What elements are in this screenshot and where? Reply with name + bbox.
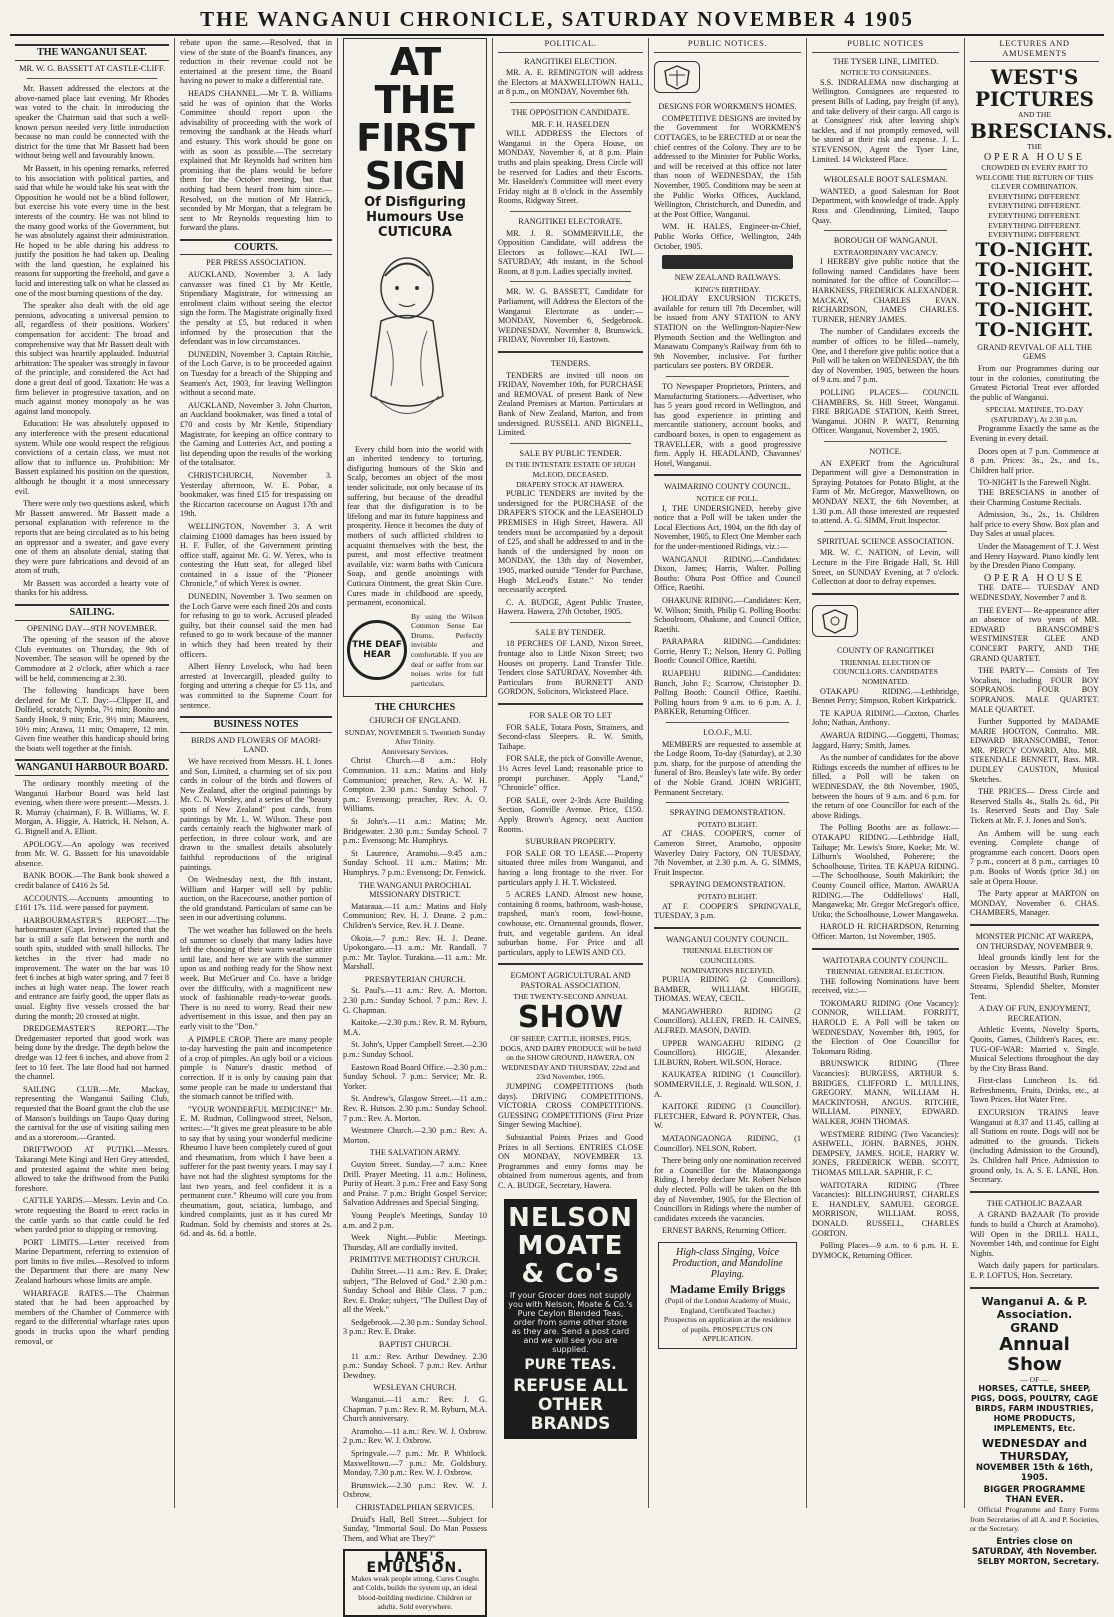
heading-spiritual-science: SPIRITUAL SCIENCE ASSOCIATION. (817, 536, 954, 546)
ap-schedule: Official Programme and Entry Forms from Secretaries of all A. and P. Societies, or the Secretary. (970, 1505, 1099, 1534)
heading-borough-of-wanganui: BOROUGH OF WANGANUI. (833, 236, 938, 246)
ap-bigger: BIGGER PROGRAMME THAN EVER. (983, 1485, 1086, 1506)
notice-to-consignees: NOTICE TO CONSIGNEES. (840, 68, 931, 78)
heading-spraying-demo: SPRAYING DEMONSTRATION. (669, 808, 786, 818)
nomination-list: BRUNSWICK RIDING (Three Vacancies): BURGESS, ARTHUR S. BRIDGES, CLIFFORD L. MULLINS, GREGORY. MANN, WILLIAM H. MACKINTOSH, ANGUS. RITCHIE, WILLIAM. PINNEY, EDWARD. WALKER, JOHN THOMAS. (812, 1059, 959, 1126)
catholic-bazaar: THE CATHOLIC BAZAAR (986, 1198, 1083, 1208)
notice-text: HOLIDAY EXCURSION TICKETS, available for return till 7th December, will be issued from ANY STATION to ANY STATION on the Wellington-Napier-New Plymouth Section and the Wellington and Manawatu Company's Railway from 6th to 9th November, inclusive. For further particulars see posters. BY ORDER. (654, 294, 801, 371)
divider (510, 443, 631, 444)
heading-waimarino-council: WAIMARINO COUNTY COUNCIL. (664, 482, 791, 492)
heading-sale-by-tender-2: SALE BY TENDER. (535, 627, 606, 637)
deaf-hear-ad (347, 612, 483, 689)
classified-ad: FOR SALE, over 2-3rds Acre Building Section, Gonville Avenue. Price, £150. Apply Brown's Agency, next Auction Rooms. (498, 795, 643, 834)
column-header-public-notices: PUBLIC NOTICES. (654, 38, 801, 53)
subheadline-opening-day: OPENING DAY—9TH NOVEMBER. (27, 623, 157, 633)
egmont-association: EGMONT AGRICULTURAL AND PASTORAL ASSOCIATION. (510, 971, 631, 990)
service-listing: St John's.—11 a.m.: Matins; Mr. Bridgewater. 2.30 p.m.: Sunday School. 7 p.m.: Evensong; Mr. Humphrys. (343, 816, 487, 846)
tonight-banner: TO-NIGHT. (975, 238, 1094, 261)
service-listing: Eastown Road Board Office.—2.30 p.m.: Sunday School. 7 p.m.: Service; Mr. R. Yorker. (343, 1062, 487, 1091)
notice-signature: Polling Places—9 a.m. to 6 p.m. H. E. DYMOCK, Returning Officer. (812, 1241, 959, 1260)
service-listing: Aramoho.—11 a.m.: Rev. W. J. Oxbrow. 2 p.m.: Rev. W. J. Oxbrow. (343, 1426, 487, 1446)
headline-churches: THE CHURCHES (374, 702, 456, 714)
column-header-public-notices-2: PUBLIC NOTICES (812, 38, 959, 53)
nomination-list: UPPER WANGAEHU RIDING (2 Councillors). HIGGIE, Alexander. LILBURN, Robert. WILSON, Horace. (654, 1038, 801, 1067)
article-paragraph: DREDGEMASTER'S REPORT.—The Dredgemaster reported that good work was being done by the dredge. The depth below the dredge was 12 feet 6 inches, and above from 2 feet to 10 feet. The late flood had not harmed the channel. (15, 1024, 169, 1082)
divider (666, 802, 789, 803)
column-7 (964, 38, 1113, 1566)
heading-wanganui-county-council: WANGANUI COUNTY COUNCIL. (666, 934, 789, 944)
notice-text: WILL ADDRESS the Electors of Wanganui in the Opera House, on MONDAY, November 6, at 8 p.m. Plain truths and plain speaking. Dress Circle will be reserved for Ladies and their Escorts. Mr. Haselden's Committee will meet every Friday night at 8 o'clock in the Assembly Rooms, Ridgway Street. (498, 129, 643, 206)
divider (812, 593, 959, 595)
special-matinee: SPECIAL MATINEE, TO-DAY (SATURDAY), At 2.30 p.m. (985, 405, 1084, 424)
programme-text: From our Programmes during our tour in the colonies, constituting the Greatest Pictorial Treat ever afforded the public of Wanganui. (970, 363, 1099, 402)
notice-text: AT F. COOPER'S SPRINGVALE, TUESDAY, 3 p.m. (654, 901, 801, 921)
everything-different: EVERYTHING DIFFERENT. (988, 230, 1081, 240)
nomination-list: TOKOMARU RIDING (One Vacancy): CONNOR, WILLIAM. FORRITT, HAROLD E. A Poll will be taken on WEDNESDAY, November 8th, 1905, for the Election of One Councillor for Tokomaru Riding. (812, 998, 959, 1056)
masthead-rule (10, 34, 1104, 36)
heading-rangitikei-electorate: RANGITIKEI ELECTORATE. (518, 216, 623, 226)
divider (812, 948, 959, 950)
day-of-fun: A DAY OF FUN, ENJOYMENT, RECREATION. (978, 1004, 1091, 1023)
article-paragraph: ACCOUNTS.—Accounts amounting to £161 17s. 11d. were passed for payment. (15, 893, 169, 913)
article-paragraph: Education: He was absolutely opposed to any interference with the present educational system. While one would respect the religious convictions of a certain class, we must not allow that to influence us. Prohibition: Mr Bassett explained his position on the question, although he thought it a most unnecessary evil. (15, 419, 169, 496)
heading-missionary-district: THE WANGANUI PAROCHIAL MISSIONARY DISTRICT. (358, 880, 472, 900)
show-entries: Substantial Points Prizes and Good Prizes in all Sections. ENTRIES CLOSE ON MONDAY, NOVEMBER 13. Programmes and entry forms may be obtained from numerous agents, and from C. A. BUDGE, Secretary, Hawera. (498, 1133, 643, 1190)
crowded-notice: CROWDED IN EVERY PART TO WELCOME THE RETURN OF THIS CLEVER COMBINATION. (975, 162, 1094, 192)
article-paragraph: The ordinary monthly meeting of the Wanganui Harbour Board was held last evening, when there were present:—Messrs. J. R. Murray (chairman), F. B. Williams, W. F. Morgan, A. Higgie, A. Hatrick, H. Nelson, A. G. Bignell and A. Elliott. (15, 778, 169, 836)
column-header-lectures: LECTURES AND AMUSEMENTS (970, 38, 1099, 62)
heading-ioof: I.O.O.F., M.U. (703, 728, 752, 738)
heading-county-of-rangitikei: COUNTY OF RANGITIKEI (837, 646, 934, 656)
candidate-name: MR. F. H. HASELDEN (531, 119, 610, 129)
service-listing: Christ Church.—8 a.m.: Holy Communion. 11 a.m.: Matins and Holy Communion; preacher, Rev. A. W. H. Compton. 2.30 p.m.: Sunday School. 7 p.m.: Evensong; preacher, Rev. A. O. Williams. (343, 756, 487, 814)
heading-suburban-property: SUBURBAN PROPERTY. (525, 837, 616, 847)
ap-annual-show: Annual Show (999, 1333, 1070, 1375)
notice-text: TO Newspaper Proprietors, Printers, and Manufacturing Stationers.—Advertiser, who has 5 years good record in Wellington, and has good experience in printing and mercantile stationery, account books, and cardboard boxes, is open to engagement as TRAVELLER, with a good progressive firm. Apply H. HEADLAND, Chavannes' Hotel, Wanganui. (654, 382, 801, 468)
headline-wanganui-seat: THE WANGANUI SEAT. (15, 44, 169, 61)
heading-sale-by-tender: SALE BY PUBLIC TENDER. (519, 448, 622, 458)
notice-text: MR. J. R. SOMMERVILLE, the Opposition Candidate, will address the Electors as follows:—KAI IWI.—SATURDAY, 4th instant, in the School Room, at 8 p.m. Ladies specially invited. (498, 228, 643, 276)
heading-waitotara-council: WAITOTARA COUNTY COUNCIL. (822, 955, 949, 965)
note-item: A PIMPLE CROP. There are many people to-day harvesting the pain and incompetence of a crop of pimples. An ugly boil or a vicious pimple is Nature's drastic method of correction. If it is only by causing pain that some people can be made to understand that the stomach cannot be trifled with. (180, 1034, 332, 1102)
divider (498, 351, 643, 353)
note-item: "YOUR WONDERFUL MEDICINE!" Mr. E. M. Rudman, Collingwood street, Nelson, writes:—"It gives me great pleasure to be able to say that by using your wonderful medicine Rheumo I have been completely cured of gout and rheumatism, from which I have been a sufferer for the past twenty years. I may say I have not had the slightest symptoms for the last two years, and feel confident it is a permanent cure." Rheumo will cure you from rheumatism, gout, sciatica, lumbago, and kindred complaints, just as it has cured Mr Rudman. Sold by chemists and stores at 2s. 6d. and 4s. 6d. a bottle. (180, 1104, 332, 1239)
notice-text: There being only one nomination received for a Councillor for the Mataongaonga Riding, I hereby declare Mr. Robert Nelson duly elected. Polls will be taken on the 8th day of November, 1905, for the Election of Councillors in Ridings where the number of candidates exceeds the vacancies. (654, 1156, 801, 1223)
concert-details: An Anthem will be sung each evening. Complete change of programme each concert. Doors open 7 p.m., concert at 8 p.m., carriages 10 p.m. Books of Words (price 3d.) on sale at Opera House. (970, 828, 1099, 886)
picnic-details: Athletic Events, Novelty Sports, Quoits, Games, Children's Races, etc. TUG-OF-WAR: Married v. Single. Musical Selections throughout the day by the City Brass Band. (970, 1025, 1099, 1073)
divider (824, 441, 947, 442)
notice-text: The number of Candidates exceeds the number of offices to be filled—namely, One, and I therefore give public notice that a Poll will be taken on WEDNESDAY, the 8th day of November, 1905, between the hours of 9 a.m. and 7 p.m. (812, 327, 959, 385)
nomination-list: PURUA RIDING (2 Councillors). BAMBER, WILLIAM. HIGGIE, THOMAS. WEAY, CECIL. (654, 975, 801, 1004)
heading-notice: NOTICE. (869, 446, 902, 456)
concert-marton: The Party appear at MARTON on MONDAY, November 6. CHAS. CHAMBERS, Manager. (970, 889, 1099, 918)
divider (666, 376, 789, 377)
coat-of-arms-icon (812, 605, 858, 637)
picnic-details: EXCURSION TRAINS leave Wanganui at 8.37 and 11.45, calling at all Stations en route. Dogs will not be admitted to the grounds. Tickets (including Admission to the Ground), 2s. Children half Price. Admission to ground only, 1s. A. S. E. LANE, Hon. Secretary. (970, 1108, 1099, 1185)
heading-rangitikei-election: RANGITIKEI ELECTION. (524, 56, 617, 66)
headline-courts: COURTS. (180, 239, 332, 256)
service-listing: St. Andrew's, Glasgow Street.—11 a.m.: Rev. R. Hutson. 2.30 p.m.: Sunday School. 7 p.m.: Rev. A. Morton. (343, 1094, 487, 1123)
madame-briggs-ad (658, 1242, 797, 1349)
cuticura-advertisement (343, 38, 487, 697)
notice-signature: HAROLD H. RICHARDSON, Returning Officer. Marton, 1st November, 1905. (812, 922, 959, 941)
columns (10, 38, 1113, 1612)
court-item: WELLINGTON, November 3. A writ claiming £1000 damages has been issued by H. F. Fuller, of the Government printing office staff, against Mr. G. W. Yerex, who is contesting the Hutt seat, for alleged libel contained in a issue of the "Pioneer Chronicle," of which Yerex is owner. (180, 521, 332, 589)
concert-prices: THE PRICES— Dress Circle and Reserved Stalls 4s., Stalls 2s. 6d., Pit 1s. Reserved Seats and Day Sale Tickets at Mr. F. J. Jones and Son's. (970, 787, 1099, 826)
heading-christadelphian: CHRISTADELPHIAN SERVICES. (355, 1502, 475, 1512)
wests-title: WEST'S (990, 65, 1079, 90)
ap-of: — OF — (1020, 1374, 1049, 1384)
notice-text: THE following Nominations have been received, viz.:— (812, 976, 959, 996)
service-listing: Dublin Street.—11 a.m.: Rev. E. Drake; subject, "The Beloved of God." 2.30 p.m.: Sunday School and Bible Class. 7 p.m.: Rev. E. Drake; subject, "The Dullest Day of all the Week." (343, 1266, 487, 1315)
everything-different: EVERYTHING DIFFERENT. (988, 191, 1081, 201)
admission-text: Admission, 3s., 2s., 1s. Children half price to every Show. Box plan and Day Sales at usual places. (970, 510, 1099, 539)
article-paragraph: WHARFAGE RATES.—The Chairman stated that he had been approached by members of the Chamber of Commerce with regard to the differential wharfage rates upon goods in trucks upon the wharf pending removal, or (15, 1288, 169, 1346)
notice-text: MEMBERS are requested to assemble at the Lodge Room, To-day (Saturday), at 2.30 p.m. sharp, for the purpose of attending the funeral of Bro. Beasley's late wife. By order of the Noble Grand. JOHN WRIGHT, Permanent Secretary. (654, 739, 801, 797)
divider (510, 102, 631, 103)
court-item: DUNEDIN, November 3. Two seamen on the Loch Garve were each fined 20s and costs for refusing to go to work. Accused pleaded guilty, but their counsel said the men had refused to go to work because of the manner in which they had been treated by their officers. (180, 592, 332, 659)
notice-text: OTAKAPU RIDING.—Lethbridge, Bennet Perry; Simpson, Robert Kirkpatrick. (812, 686, 959, 706)
article-paragraph: There were only two questions asked, which Mr Bassett answered. Mr Bassett made a personal explanation with reference to the reports that are being circulated as to his being an oppressor and a sweater, and gave every one of them an absolute denial, stating that they were pure fabrications and devoid of an atom of truth. (15, 499, 169, 576)
classified-ad: FOR SALE OR TO LEASE.—Property situated three miles from Wanganui, and having a long frontage to the river. For particulars apply J. H. T. Wicksteed. (498, 848, 643, 887)
concert-date: THE DATE— TUESDAY AND WEDNESDAY, November 7 and 8. (970, 583, 1099, 602)
notice-text: MR. A. E. REMINGTON will address the Electors at MAXWELLTOWN HALL, at 8 p.m., on MONDAY, November 6th. (498, 68, 643, 97)
masthead: THE WANGANUI CHRONICLE, SATURDAY NOVEMBER 4 1905 (200, 7, 914, 31)
rangitikei-triennial: TRIENNIAL ELECTION OF COUNCILLORS. CANDIDATES NOMINATED. (833, 657, 938, 687)
service-listing: Druid's Hall, Bell Street.—Subject for Sunday, "Immortal Soul. Do Man Possess Them, and What are They?" (343, 1514, 487, 1543)
heading-nz-railways: NEW ZEALAND RAILWAYS. (674, 273, 781, 283)
bazaar-details: Watch daily papers for particulars. E. P. LOFTUS, Hon. Secretary. (970, 1261, 1099, 1280)
lanes-emulsion-title: LANE'S EMULSION. (366, 1550, 464, 1576)
heading-workmens-homes: DESIGNS FOR WORKMEN'S HOMES. (658, 102, 797, 112)
ap-secretary: SELBY MORTON, Secretary. (977, 1556, 1099, 1566)
article-paragraph: Mr Bassett was accorded a hearty vote of thanks for his address. (15, 578, 169, 598)
deaf-hear-badge: THE DEAF HEAR (347, 620, 407, 680)
picnic-details: First-class Luncheon 1s. 6d. Refreshments, Fruits, Drinks, etc., at Town Prices. Hot Water Free. (970, 1076, 1099, 1105)
programme-text: Programme Exactly the same as the Evening in every detail. (970, 424, 1099, 444)
column-1 (10, 38, 174, 1508)
divider (510, 211, 631, 212)
railway-train-icon (662, 255, 793, 269)
potato-blight-2: POTATO BLIGHT. (697, 891, 758, 901)
divider (510, 281, 631, 282)
tonight-banner: TO-NIGHT. (975, 298, 1094, 321)
divider (970, 924, 1099, 926)
briggs-name: Madame Emily Briggs (669, 1281, 786, 1296)
article-paragraph: DRIFTWOOD AT PUTIKI.—Messrs. Takarangi Mete Kingi and Heri Grey attended, and protested against the white men being allowed to take the driftwood from the Putiki foreshore. (15, 1145, 169, 1193)
anniversary-services: Anniversary Services. (381, 746, 449, 756)
heading-primitive-methodist: PRIMITIVE METHODIST CHURCH. (349, 1255, 481, 1265)
service-listing: Young People's Meetings, Sunday 10 a.m. and 2 p.m. (343, 1210, 487, 1230)
concert-event: THE EVENT— Re-appearance after an absence of two years of MR. EDWARD BRANSCOMBE'S WESTMINSTER GLEE AND CONCERT PARTY, AND THE GRAND QUARTET. (970, 605, 1099, 663)
nomination-list: MATAONGAONGA RIDING, (1 Councillor). NELSON, Robert. (654, 1134, 801, 1153)
heading-for-sale-or-to-let: FOR SALE OR TO LET (529, 711, 612, 721)
notice-text: I HEREBY give public notice that the following named Candidates have been nominated for the office of Councillor:— HARKNESS, FREDERICK ALEXANDER. MACKAY, CHARLES EVAN. RICHARDSON, JAMES CHARLES. TURNER, HENRY JAMES. (812, 257, 959, 324)
ap-grand: GRAND (1010, 1320, 1059, 1335)
notice-text: I, THE UNDERSIGNED, hereby give notice that a Poll will be taken under the Local Elections Act, 1904, on the 8th day of November, 1905, to Elect One Member each for the under-mentioned Ridings, viz.:— (654, 503, 801, 551)
service-listing: Brunswick.—2.30 p.m.: Rev. W. J. Oxbrow. (343, 1480, 487, 1500)
tonight-banner: TO-NIGHT. (975, 258, 1094, 281)
lanes-emulsion-text: Makes weak people strong. Cures Coughs and Colds, builds the system up, an ideal blood-building medicine. Children or adults. Sold everywhere. (351, 1573, 479, 1612)
notice-text: MR. W. C. NATION, of Levin, will Lecture in the Fire Brigade Hall, St. Hill Street, on SUNDAY Evening, at 7 o'clock. Collection at door to defray expenses. (812, 548, 959, 587)
grand-revival: GRAND REVIVAL OF ALL THE GEMS (977, 342, 1092, 362)
service-listing: Week Night.—Public Meetings. Thursday, All are cordially invited. (343, 1233, 487, 1252)
article-paragraph: Mr. Bassett addressed the electors at the above-named place last evening. Mr Rhodes was voted to the chair. In introducing the speaker the Chairman said that such a well-known person needed very little introduction because no man could be connected with the district for the time that Mr Bassett had been without being well and favourably known. (15, 84, 169, 161)
column-6 (806, 38, 964, 1508)
article-paragraph: HEADS CHANNEL.—Mr T. B. Williams said he was of opinion that the Works Committee should report upon the advisability of proceeding with the work of removing the sandbank at the Heads wharf and estuary. This work should be gone on with as soon as possible.—The secretary explained that Mr Reynolds had written him promising that the plans would be before them for the October meeting, but that nothing had been heard from him since.—Resolved, on the motion of Mr Hatrick, seconded by Mr Morgan, that a telegram be sent to Mr Reynolds requesting him to forward the plans. (180, 88, 332, 233)
notice-text: MR. W. G. BASSETT, Candidate for Parliament, will Address the Electors of the Wanganui Electorate as under:—MONDAY, November 6, Sedgebrook. WEDNESDAY, November 8, Brunswick. FRIDAY, November 10, Eastown. (498, 287, 643, 345)
notice-text: WANTED, a good Salesman for Boot Department, with knowledge of trade. Apply Ross and Glendinning, Limited, Taupo Quay. (812, 186, 959, 225)
cuticura-subheadline: Of Disfiguring Humours Use CUTICURA (364, 195, 466, 240)
service-listing: St. John's, Upper Campbell Street.—2.30 p.m.: Sunday School. (343, 1040, 487, 1060)
the-label: THE (1027, 141, 1042, 151)
everything-different: EVERYTHING DIFFERENT. (988, 220, 1081, 230)
notice-text: COMPETITIVE DESIGNS are invited by the Government for WORKMEN'S COTTAGES, to be ERECTED at or near the chief centres of the Colony. They are to be addressed to the Minister for Public Works, and will be received at this office not later than noon of WEDNESDAY, the 15th November, 1905. Conditions may be seen at the Public Works Offices, Auckland, Wellington, Christchurch, and Dunedin, and at the Post Office, Wanganui. (654, 113, 801, 219)
column-header-political: POLITICAL. (498, 38, 643, 53)
divider (654, 927, 801, 929)
waitotara-triennial: TRIENNIAL GENERAL ELECTION. (826, 967, 945, 977)
heading-boot-salesman: WHOLESALE BOOT SALESMAN. (823, 175, 948, 185)
potato-blight: POTATO BLIGHT. (697, 819, 758, 829)
headline-harbour-board: WANGANUI HARBOUR BOARD. (15, 759, 169, 776)
opera-house-label: OPERA HOUSE (983, 152, 1086, 164)
service-listing: Guyton Street. Sunday.—7 a.m.: Knee Drill. Prayer Meeting. 11 a.m.: Holiness, Purity of Heart. 3 p.m.: Free and Easy Song and Praise. 7 p.m.: Bright Gospel Service; Salvation Addresses and Special Singing. (343, 1159, 487, 1208)
management-text: Under the Management of T. J. West and Henry Hayward. Piano kindly lent by the Dresden Piano Company. (970, 542, 1099, 571)
concert-party: THE PARTY— Consists of Ten Vocalists, including FOUR BOY SOPRANOS. FOUR BOY SOPRANOS. MALE QUARTET. MALE QUARTET. (970, 666, 1099, 714)
article-paragraph: APOLOGY.—An apology was received from Mr. W. G. Bassett for his unavoidable absence. (15, 839, 169, 868)
divider (824, 230, 947, 231)
cuticura-body: Every child born into the world with an inherited tendency to torturing, disfiguring humours of the Skin and Scalp, becomes an object of the most tender solicitude, not only because of its suffering, but because of the dreadful fear that the disfiguration is to be lifelong and mar its future happiness and prosperity. Hence it becomes the duty of mothers of such afflicted children to acquaint themselves with the best, the purest, and most effective treatment available, viz: warm baths with Cuticura Soap, and gentle anointings with Cuticura Ointment, the great Skin Cure. Cures made in childhood are speedy, permanent, economical. (347, 444, 483, 608)
headline-sailing: SAILING. (15, 604, 169, 621)
notice-text: AT CHAS. COOPER'S, corner of Cameron Street, Aramoho, opposite Waverley Dairy Factory, ON TUESDAY, 7th November, at 2.30 p.m. A. G. SIMMS, Fruit Inspector. (654, 829, 801, 877)
heading-spraying-demo-2: SPRAYING DEMONSTRATION. (669, 880, 786, 890)
service-listing: 11 a.m.: Rev. Arthur Dewdney. 2.30 p.m.: Sunday School. 7 p.m.: Rev. Arthur Dewdney. (343, 1351, 487, 1380)
article-paragraph: CATTLE YARDS.—Messrs. Levin and Co. wrote requesting the Board to erect racks in the cattle yards so that cattle could be fed when yarded prior to shipping or removing. (15, 1196, 169, 1235)
article-paragraph: The opening of the season of the above Club eventuates on Thursday, the 9th of November. The season will be opened by the Commodore at 2 o'clock, after which a race will be held, commencing at 2.30. (15, 635, 169, 683)
service-listing: Springvale.—7 p.m.: Mr. P. Whitlock. Maxwelltown.—7 p.m.: Mr. Goldsbury. Monday, 7.30 p.m.: Rev. W. J. Oxbrow. (343, 1449, 487, 1478)
court-item: Albert Henry Lovelock, who had been arrested at Invercargill, pleaded guilty to forging and uttering a cheque for £5 11s, and was committed to the Supreme Court for sentence. (180, 662, 332, 710)
service-listing: Kaitoke.—2.30 p.m.: Rev. R. M. Ryburn, M.A. (343, 1018, 487, 1037)
brescians-title: BRESCIANS. (970, 118, 1113, 143)
article-paragraph: Mr Bassett, in his opening remarks, referred to his association with political parties, and said that while he would take his seat with the Opposition he would not be a blind follower, but exercise his vote every time in the best interests of the country. He was not blind to the many good works of the Government, but he was absolutely against their administration. He hoped to be able during his address to justify the position he had taken up. Dealing with the land question, he explained his reasons for supporting the freehold, and gave a lucid and interesting talk on what he classed as one of the most burning questions of the day. (15, 163, 169, 298)
notice-text: AWARUA RIDING.—Goggetti, Thomas; Jaggard, Harry; Smith, James. (812, 731, 959, 750)
notice-text: 18 PERCHES OF LAND, Nixon Street, frontage also to Little Nixon Street; two Houses on property. Land Transfer Title. Tenders close SATURDAY, November 4th. Particulars from BURNETT AND GORDON, Solicitors, Wicksteed Place. (498, 639, 643, 697)
note-item: On Wednesday next, the 8th instant, William and Harper will sell by public auction, on the Racecourse, another portion of the old grandstand. Particulars of same can be seen in our advertising columns. (180, 875, 332, 923)
ap-entries: Entries close on SATURDAY, 4th November. (971, 1536, 1098, 1557)
show-competitions: JUMPING COMPETITIONS (both days). DRIVING COMPETITIONS. VICTORIA CROSS COMPETITIONS. GUESSING COMPETITIONS (First Prize Singer Sewing Machine). (498, 1082, 643, 1130)
everything-different: EVERYTHING DIFFERENT. (988, 210, 1081, 220)
notice-text: PUBLIC TENDERS are invited by the undersigned for the PURCHASE of the DRAPER'S STOCK and the LEASEHOLD PREMISES in High Street, Hawera. All tenders must be accompanied by a deposit of £25, and shall be addressed to and in the hands of the undersigned by noon on MONDAY, the 13th day of November, 1905, marked outside "Tender for Purchase, Hugh McLeod's Estate." No tender necessarily accepted. (498, 489, 643, 595)
article-paragraph: rebate upon the same.—Resolved, that in view of the state of the Board's finances, any reduction in their revenue could not be entertained at the present time, the Board having no power to make a differential rate. (180, 38, 332, 86)
subheadline-castlecliff: MR. W. G. BASSETT AT CASTLE-CLIFF. (19, 63, 165, 73)
everything-different: EVERYTHING DIFFERENT. (988, 201, 1081, 211)
nelson-refuse: REFUSE ALL OTHER BRANDS (513, 1375, 628, 1434)
heading-presbyterian: PRESBYTERIAN CHURCH. (364, 974, 466, 984)
heading-wesleyan: WESLEYAN CHURCH. (373, 1383, 457, 1393)
kings-birthday: KING'S BIRTHDAY. (694, 284, 761, 294)
service-listing: Westmere Church.—2.30 p.m.: Rev. A. Morton. (343, 1126, 487, 1145)
notice-text: AN EXPERT from the Agricultural Department will give a Demonstration in Spraying Potatoes for Potato Blight, at the Farm of Mr. McGregor, Maxwelltown, on MONDAY NEXT, the 6th November, at 1.30 p.m. All those interested are requested to attend. A. G. SIMM, Fruit Inspector. (812, 458, 959, 526)
nomination-list: KAUKATEA RIDING (1 Councillor). SOMMERVILLE, J. Reginald. WILSON, J. A. (654, 1070, 801, 1099)
notice-text: TENDERS are invited till noon on FRIDAY, November 10th, for PURCHASE and REMOVAL of present Bank of New Zealand Premises at Marton. Particulars at Bank of New Zealand, Marton, and from undersigned. RUSSELL AND BIGNELL, Limited. (498, 370, 643, 438)
heading-opposition-candidate: THE OPPOSITION CANDIDATE. (511, 107, 630, 117)
divider (498, 703, 643, 705)
service-date: SUNDAY, NOVEMBER 5. Twentieth Sunday After Trinity. (344, 727, 486, 747)
article-paragraph: The speaker also dealt with the old age pensions, advocating a universal pension to all, regardless of their positions. Workers' compensation for accident: The broad and comprehensive way that Mr Bassett dealt with this subject was heartily applauded. Industrial arbitration: The speaker was strongly in favour of the principle, and considered the Act had done a great deal of good. Taxation: He was a firm believer in progressive taxation, and on much against money monopoly as he was against land monopoly. (15, 301, 169, 416)
divider (654, 474, 801, 476)
service-listing: Okoia.—7 p.m.: Rev. H. J. Deane. Upokongaro.—11 a.m.: Mr. Randall. 7 p.m.: Mr. Taylor. Turakina.—11 a.m.: Mr. Marshall. (343, 933, 487, 972)
notice-signature: ERNEST BARNS, Returning Officer. (662, 1226, 787, 1236)
article-paragraph: BANK BOOK.—The Bank book showed a credit balance of £416 2s 5d. (15, 871, 169, 890)
subheadline-press-association: PER PRESS ASSOCIATION. (206, 258, 306, 268)
drapery-stock: DRAPERY STOCK AT HAWERA. (516, 479, 625, 489)
court-item: DUNEDIN, November 3. Captain Ritchie, of the Loch Garve, is to be proceeded against on Tuesday for a breach of the Shipping and Seamen's Act, 1903, for leaving Wellington without a second mate. (180, 349, 332, 398)
column-2 (174, 38, 337, 1508)
court-item: AUCKLAND, November 3. A lady canvasser was fined £1 by Mr Kettle, Stipendiary Magistrate, for witnessing an enrolment claim without seeing the elector sign the form. The Magistrate originally fixed the penalty at £5, but reduced it when informed by the prosecution that the defendant was in low circumstances. (180, 270, 332, 347)
nelson-moate-tea-ad (504, 1199, 637, 1439)
notice-text: As the number of candidates for the above Ridings exceeds the number of offices to be filled, a Poll will be taken on WEDNESDAY, the 8th November, 1905, between the hours of 9 a.m. and 6 p.m. for the return of one Councillor for each of the above Ridings. (812, 753, 959, 820)
court-item: AUCKLAND, November 3. John Churton, an Auckland bookmaker, was fined a total of £70 and costs by Mr Kettle, Stipendiary Magistrate, for keeping an office contrary to the Gaming and Lotteries Act, and posting a list depending upon the results of the working of the totalisator. (180, 400, 332, 468)
column-5 (648, 38, 806, 1508)
tonight-banner: TO-NIGHT. (975, 278, 1094, 301)
divider (666, 722, 789, 723)
ap-association-title: Wanganui A. & P. Association. (981, 1294, 1088, 1321)
notice-text: OHAKUNE RIDING.—Candidates: Kerr, W. Wilson; Smith, Philip G. Polling Booths: Schoolroom, Ohakune, and Council Office, Raetihi. (654, 595, 801, 634)
note-item: We have received from Messrs. H. I. Jones and Son, Limited, a charming set of six post cards in colour of the birds and flowers of New Zealand, after the original paintings by Mr. C. N. Worsley, and a series of the "beauty spots of New Zealand" post cards, from paintings by Mr. L. W. Wilson. These post cards certainly reach the highwater mark of perfection, in three colour work, and are drawn to the smallest details absolutely faithful reproductions of the original paintings. (180, 756, 332, 872)
court-item: CHRISTCHURCH, November 3. Yesterday afternoon, W. E. Pobar, a bookmaker, was fined £15 for trespassing on the Riccarton racecourse on August 17th and 19th. (180, 470, 332, 519)
notice-text: PARAPARA RIDING.—Candidates: Corrie, Henry T.; Nelson, Henry G. Polling Booth: Council Office, Raetihi. (654, 637, 801, 666)
cuticura-headline: AT THE FIRST SIGN (356, 40, 474, 198)
prices-text: Doors open at 7 p.m. Commence at 8 p.m. Prices: 3s., 2s., and 1s., Children half price. (970, 446, 1099, 475)
service-listing: Sedgebrook.—2.30 p.m.: Sunday School. 3 p.m.: Rev. E. Drake. (343, 1317, 487, 1337)
notice-text: C. A. BUDGE, Agent Public Trustee, Hawera. Hawera, 27th October, 1905. (498, 597, 643, 617)
nomination-list: WESTMERE RIDING (Two Vacancies): ASHWELL, JOHN. BARNES, JOHN. DEMPSEY, JAMES. HOLE, HARRY W. JONES, FREDERICK WEBB. SCOTT, THOMAS MILLAR. SAPHIR, F. C. (812, 1129, 959, 1177)
divider (970, 1191, 1099, 1193)
column-3 (337, 38, 492, 1612)
programme-text: THE BRESCIANS in another of their Charming Costume Recitals. (970, 488, 1099, 507)
coat-of-arms-icon (654, 61, 700, 93)
tonight-banner: TO-NIGHT. (975, 318, 1094, 341)
article-paragraph: SAILING CLUB.—Mr. Mackay, representing the Wanganui Sailing Club, requested that the Board grant the club the use of Manson's buildings on Taupo Quay during the carnival for the use of visiting sailing men and as a storeroom.—Granted. (15, 1084, 169, 1142)
nelson-brand: NELSON MOATE & Co's (508, 1202, 633, 1289)
pictures-title: PICTURES (975, 87, 1094, 112)
notice-text: The Polling Booths are as follows:—OTAKAPU RIDING.—Lethbridge Hall, Taihape; Mr. Lewis's Store, Koeke; Mr. W. Lilburn's Woolshed, Poherere; the Schoolhouse, Tiritea. TE KAPUA RIDING.—The Schoolhouse, South Makirikiri; the County Council office, Marton. AWARUA RIDING.—The Oddfellows' Hall, Mangaweka; Mr. Gregor McGregor's office, Utiku; the Schoolhouse, Lower Mangaweka. (812, 823, 959, 919)
notice-text: POLLING PLACES— COUNCIL CHAMBERS, St. Hill Street, Wanganui. FIRE BRIGADE STATION, Keith Street, Wanganui. JOHN P. WATT, Returning Officer. Wanganui, November 2, 1905. (812, 388, 959, 436)
deaf-hear-text: By using the Wilson Common Sense Ear Drums. Perfectly invisible and comfortable. If you are deaf or suffer from ear noises write for full particulars. (411, 611, 483, 688)
briggs-tagline: High-class Singing, Voice Production, and Mandoline Playing. (672, 1246, 783, 1280)
service-listing: Wanganui.—11 a.m.: Rev. J. G. Chapman. 7 p.m.: Rev. R. M. Ryburn, M.A. Church anniversary. (343, 1395, 487, 1424)
ap-date-2: NOVEMBER 15th & 16th, 1905. (975, 1463, 1094, 1484)
briggs-details: (Pupil of the London Academy of Music, England, Certificated Teacher.) Prospectus on application at the residence of pupils. PROSPECTUS ON APPLICATION. (663, 1295, 792, 1344)
notice-text: S.S. INDRALEMA now discharging at Wellington. Consignees are requested to present Bills of Lading, pay freight (if any), and take delivery of their cargo. All cargo is at Consignees' risk after leaving ship's tackles, and if not promptly removed, will be stored at their risk and expense. J. L. STEVENSON, Agent the Tyser Line, Limited. 14 Wicksteed Place. (812, 77, 959, 164)
nomination-list: KAITOKE RIDING (1 Councillor). FLETCHER, Edward R. POYNTER, Chas. W. (654, 1102, 801, 1131)
ap-classes: HORSES, CATTLE, SHEEP, PIGS, DOGS, POULTRY, CAGE BIRDS, FARM INDUSTRIES, HOME PRODUCTS, IMPLEMENTS, Etc. (970, 1384, 1099, 1434)
heading-baptist: BAPTIST CHURCH. (378, 1340, 452, 1350)
extraordinary-vacancy: EXTRAORDINARY VACANCY. (833, 247, 938, 257)
divider (970, 1287, 1099, 1289)
show-annual: THE TWENTY-SECOND ANNUAL (513, 992, 628, 1002)
and-the: AND THE (1018, 110, 1051, 120)
nomination-list: WAITOTARA RIDING (Three Vacancies): BILLINGHURST, CHARLES E. HANDLEY, SAMUEL GEORGE. MORRISON, WILLIAM. ROSS, DONALD. RUSSELL, CHARLES GORTON. (812, 1180, 959, 1238)
monster-picnic: MONSTER PICNIC AT WAREPA, ON THURSDAY, NOVEMBER 9. (975, 931, 1094, 951)
nomination-list: MANGAWHERO RIDING (2 Councillors). ALLEN, FRED. H. CAINES, ALFRED. MASON, DAVID. (654, 1006, 801, 1036)
nelson-text: If your Grocer does not supply you with Nelson, Moate & Co.'s Pure Ceylon Blended Teas, order from some other store as they are. Send a post card and we will see you are supplied. (508, 1290, 633, 1354)
heading-tenders: TENDERS. (550, 359, 591, 369)
service-listing: Mataraua.—11 a.m.: Matins and Holy Communion; Rev. H. J. Deane. 2 p.m.: Children's Service, Rev. H. J. Deane. (343, 901, 487, 930)
subheadline-birds-flowers: BIRDS AND FLOWERS OF MAORI-LAND. (191, 735, 321, 755)
concert-support: Further Supported by MADAME MARIE HOOTON, Contralto. MR. EDWARD BRANSCOMBE, Tenor. MR. PERCY COWARD, Alto. MR. STEENDALE BENNETT, Bass. MR. DUDLEY CAUSTON, Musical Sketches. (970, 717, 1099, 784)
article-paragraph: PORT LIMITS.—Letter received from Marine Department, referring to extension of port limits to five miles.—Resolved to inform the Department that there are many New Zealand harbours whose limits are ample. (15, 1237, 169, 1286)
child-illustration (347, 246, 467, 436)
triennial-election: TRIENNIAL ELECTION OF COUNCILLORS. (682, 946, 773, 965)
divider (824, 169, 947, 170)
nelson-pure-teas: PURE TEAS. (524, 1356, 617, 1373)
notice-text: WANGANUI RIDING.—Candidates: Dixon, James; Harris, Walter. Polling Booths: Ohura Post Office and Council Office, Raetihi. (654, 554, 801, 593)
service-listing: St Laurence, Aramoho.—9.45 a.m.: Sunday School. 11 a.m.: Matins; Mr. Humphrys. 7 p.m.: Evensong; Dr. Fenwick. (343, 848, 487, 877)
classified-ad: FOR SALE, Totara Posts, Strainers, and Second-class Sleepers. R. W. Smith, Taihape. (498, 722, 643, 751)
divider (510, 622, 631, 623)
nominations-received: NOMINATIONS RECEIVED. (680, 965, 775, 975)
show-title: SHOW (517, 1000, 624, 1036)
bazaar-details: A GRAND BAZAAR (To provide funds to build a Church at Aramoho). Will Open in the DRILL HALL, November 14th, and continue for Eight Nights. (970, 1210, 1099, 1258)
note-item: The wet weather has followed on the heels of summer so closely that many ladies have left the choosing of their warm weather attire until late, and here we are with the summer upon us and nothing ready for the Show next week. But McGruer and Co. have a bridge over the difficulty, with a magnificent new stock of fashionable ready-to-wear goods. There is no need to worry. Read their new advertisement in this issue, and then pay an early visit to the "Don." (180, 926, 332, 1031)
article-paragraph: HARBOURMASTER'S REPORT.—The harbourmaster (Capt. Irvine) reported that the bar is still a safe flat between the north and south spits, studded with small hillocks. The ketches in the river had made no improvement. The water on the bar was 10 feet 6 inches at high water spring, and 7 feet 8 inches at high water neap. The lower reach and entrance are fairly good, the upper flats as usual. Eighty five vessels crossed the bar during the month; 20 crossed at night. (15, 915, 169, 1021)
divider (498, 963, 643, 965)
ap-date: WEDNESDAY and THURSDAY, (982, 1437, 1087, 1464)
notice-text: RUAPEHU RIDING.—Candidates: Bunch, John F.; Scarrow, Christopher D. Polling Booth: Council Office, Raetihi. Polling hours from 9 a.m. to 6 p.m. A. J. PARKER, Returning Officer. (654, 669, 801, 717)
notice-text: WM. H. HALES, Engineer-in-Chief, Public Works Office, Wellington, 24th October, 1905. (654, 222, 801, 251)
divider (27, 78, 157, 79)
classified-ad: 5 ACRES LAND. Almost new house, containing 8 rooms, bathroom, wash-house, trapshed, man's room, fowl-house, cowhouse, etc. Ornamental grounds, flower, fruit, and vegetable gardens. An ideal suburban home. For Price and all particulars, apply to LEWIS AND CO. (498, 890, 643, 957)
classified-ad: FOR SALE, the pick of Gonville Avenue, 1½ Acres level Land; reasonable price to prompt purchaser. Apply "Land," "Chronicle" office. (498, 754, 643, 793)
lanes-emulsion-ad (343, 1549, 487, 1617)
headline-business-notes: BUSINESS NOTES (180, 716, 332, 733)
notice-of-poll: NOTICE OF POLL. (696, 493, 759, 503)
divider (824, 531, 947, 532)
farewell-night: TO-NIGHT Is the Farewell Night. (978, 478, 1091, 488)
estate-name: IN THE INTESTATE ESTATE OF HUGH McLEOD, DECEASED. (505, 460, 636, 479)
show-details: OF SHEEP, CATTLE, HORSES, PIGS, DOGS, AND DAIRY PRODUCE will be held on the SHOW GROUND, HAWERA, ON WEDNESDAY AND THURSDAY, 22nd and 23rd November, 1905. (500, 1034, 641, 1082)
article-paragraph: The following handicaps have been declared for Mr C.T. Day:—Clipper II, and Dolfield, scratch; Nymba, 7½ min; Bonito and Sandy Hook, 9 min; Eric, 9½ min; Maureen, 10½ min; Arawa, 11 min; Omapere, 12 min. Given fine weather this handicap should bring the boats well together at the finish. (15, 686, 169, 753)
heading-salvation-army: THE SALVATION ARMY. (369, 1148, 461, 1158)
notice-text: TE KAPUA RIDING.—Caxton, Charles John; Nathan, Anthony. (812, 708, 959, 728)
column-4 (492, 38, 648, 1508)
service-listing: St. Paul's.—11 a.m.: Rev. A. Morton. 2.30 p.m.: Sunday School. 7 p.m.: Rev. J. G. Chapman. (343, 986, 487, 1015)
heading-tyser-line: THE TYSER LINE, LIMITED. (832, 56, 939, 66)
picnic-details: Ideal grounds kindly lent for the occasion by Messrs. Parker Bros. Green Fields, Beautiful Bush, Running Streams, Splendid Shelter, Monster Tent. (970, 953, 1099, 1001)
opera-house-label-2: OPERA HOUSE (983, 572, 1086, 584)
heading-church-of-england: CHURCH OF ENGLAND. (369, 716, 461, 726)
